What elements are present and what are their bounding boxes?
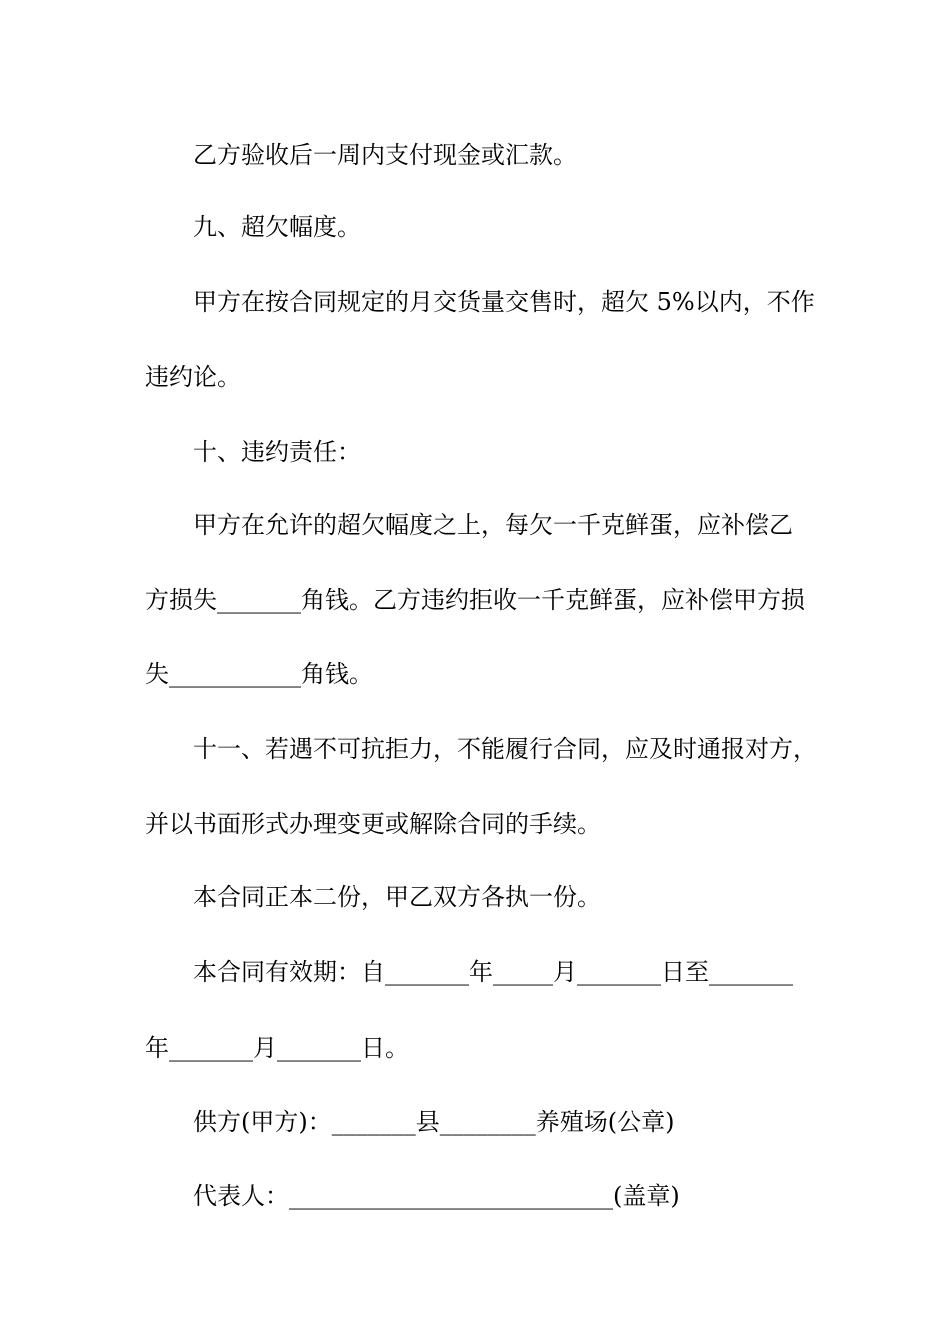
paragraph-clause-10-line-2: 方损失_______角钱。乙方违约拒收一千克鲜蛋，应补偿甲方损 [145, 586, 805, 614]
paragraph-clause-11-line-2: 并以书面形式办理变更或解除合同的手续。 [145, 810, 601, 838]
paragraph-clause-10-line-1: 甲方在允许的超欠幅度之上，每欠一千克鲜蛋，应补偿乙 [193, 511, 793, 539]
paragraph-clause-10-line-3: 失___________角钱。 [145, 660, 373, 688]
paragraph-payment: 乙方验收后一周内支付现金或汇款。 [193, 141, 577, 169]
paragraph-validity-line-2: 年_______月_______日。 [145, 1034, 409, 1062]
supplier-signature-line: 供方(甲方)：_______县________养殖场(公章) [193, 1108, 675, 1136]
paragraph-clause-9-line-1: 甲方在按合同规定的月交货量交售时，超欠 5%以内，不作 [193, 288, 815, 316]
paragraph-copies: 本合同正本二份，甲乙双方各执一份。 [193, 883, 601, 911]
heading-clause-10: 十、违约责任： [193, 438, 361, 466]
representative-signature-line: 代表人：___________________________(盖章) [193, 1182, 680, 1210]
paragraph-validity-line-1: 本合同有效期：自_______年_____月_______日至_______ [193, 958, 793, 986]
paragraph-clause-11-line-1: 十一、若遇不可抗拒力，不能履行合同，应及时通报对方， [193, 735, 817, 763]
paragraph-clause-9-line-2: 违约论。 [145, 363, 241, 391]
heading-clause-9: 九、超欠幅度。 [193, 213, 361, 241]
